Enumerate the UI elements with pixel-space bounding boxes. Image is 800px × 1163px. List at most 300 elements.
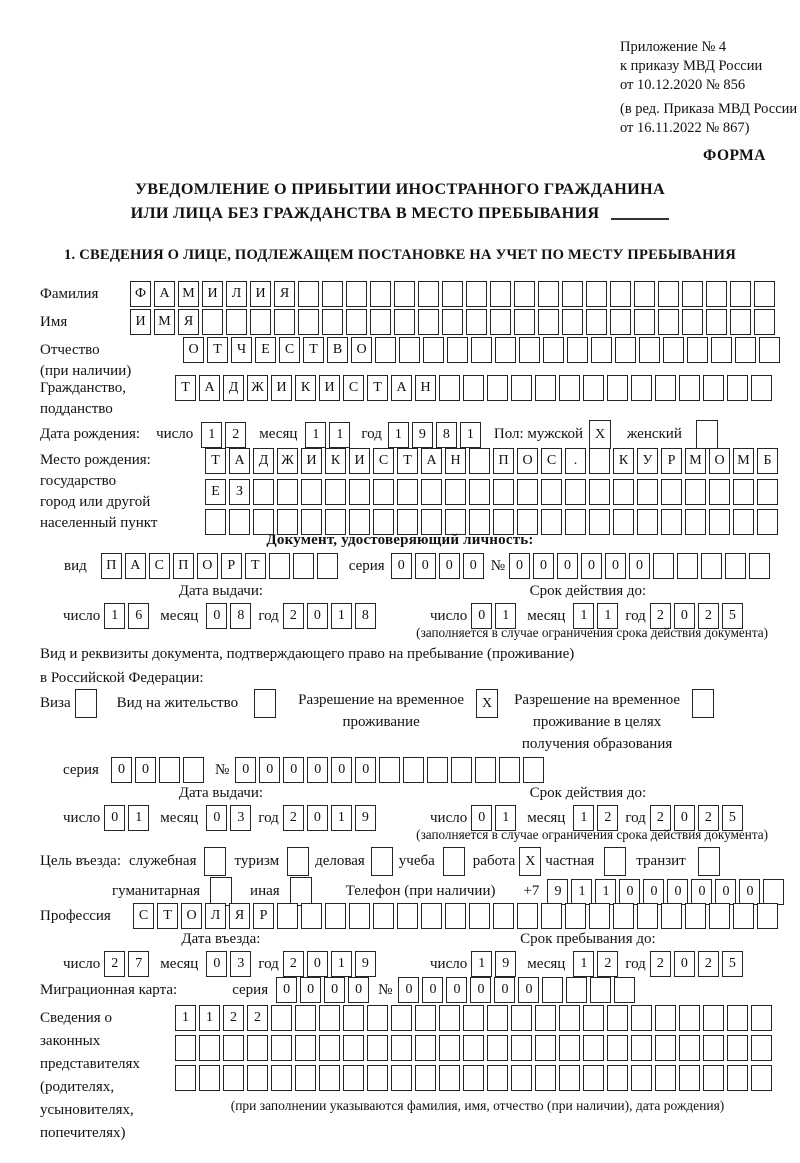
char-box[interactable] <box>319 1005 340 1031</box>
char-box[interactable] <box>295 1065 316 1091</box>
char-box[interactable] <box>631 1005 652 1031</box>
char-box[interactable] <box>469 479 490 505</box>
char-box[interactable] <box>415 1005 436 1031</box>
char-box[interactable]: Т <box>397 448 418 474</box>
char-box[interactable] <box>247 1035 268 1061</box>
char-box[interactable]: 1 <box>175 1005 196 1031</box>
char-box[interactable] <box>763 879 784 905</box>
char-box[interactable]: П <box>493 448 514 474</box>
char-box[interactable]: 0 <box>667 879 688 905</box>
char-box[interactable] <box>499 757 520 783</box>
char-box[interactable]: Л <box>226 281 247 307</box>
char-box[interactable] <box>613 903 634 929</box>
char-box[interactable]: 8 <box>436 422 457 448</box>
char-box[interactable] <box>322 309 343 335</box>
char-box[interactable] <box>373 903 394 929</box>
char-box[interactable]: Т <box>175 375 196 401</box>
char-box[interactable]: 0 <box>206 805 227 831</box>
char-box[interactable]: А <box>391 375 412 401</box>
char-box[interactable]: Т <box>157 903 178 929</box>
char-box[interactable]: 1 <box>460 422 481 448</box>
char-box[interactable]: 5 <box>722 805 743 831</box>
char-box[interactable] <box>202 309 223 335</box>
char-box[interactable] <box>274 309 295 335</box>
char-box[interactable] <box>421 903 442 929</box>
char-box[interactable]: 0 <box>276 977 297 1003</box>
char-box[interactable] <box>727 1005 748 1031</box>
char-box[interactable] <box>442 281 463 307</box>
char-box[interactable]: 0 <box>307 603 328 629</box>
char-box[interactable] <box>706 281 727 307</box>
char-box[interactable] <box>631 1065 652 1091</box>
char-box[interactable]: Е <box>255 337 276 363</box>
char-box[interactable] <box>223 1035 244 1061</box>
checkbox[interactable]: X <box>476 689 498 718</box>
char-box[interactable] <box>322 281 343 307</box>
char-box[interactable] <box>301 903 322 929</box>
char-box[interactable] <box>615 337 636 363</box>
char-box[interactable] <box>658 309 679 335</box>
char-box[interactable] <box>415 1035 436 1061</box>
char-box[interactable]: Б <box>757 448 778 474</box>
char-box[interactable]: 1 <box>571 879 592 905</box>
char-box[interactable] <box>445 903 466 929</box>
char-box[interactable]: 9 <box>355 951 376 977</box>
char-box[interactable] <box>421 479 442 505</box>
char-box[interactable] <box>703 1005 724 1031</box>
char-box[interactable] <box>349 903 370 929</box>
char-box[interactable] <box>271 1065 292 1091</box>
char-box[interactable]: И <box>202 281 223 307</box>
char-box[interactable]: С <box>373 448 394 474</box>
char-box[interactable]: 9 <box>495 951 516 977</box>
char-box[interactable] <box>370 309 391 335</box>
char-box[interactable]: З <box>229 479 250 505</box>
checkbox[interactable] <box>692 689 714 718</box>
char-box[interactable]: 0 <box>494 977 515 1003</box>
char-box[interactable]: 0 <box>206 603 227 629</box>
checkbox[interactable] <box>287 847 309 876</box>
char-box[interactable]: Е <box>205 479 226 505</box>
char-box[interactable]: О <box>183 337 204 363</box>
char-box[interactable]: 0 <box>533 553 554 579</box>
checkbox[interactable] <box>204 847 226 876</box>
char-box[interactable]: И <box>319 375 340 401</box>
char-box[interactable] <box>319 1035 340 1061</box>
char-box[interactable] <box>469 448 490 474</box>
char-box[interactable]: К <box>295 375 316 401</box>
char-box[interactable]: Т <box>367 375 388 401</box>
char-box[interactable] <box>653 553 674 579</box>
char-box[interactable] <box>511 375 532 401</box>
char-box[interactable]: 1 <box>495 805 516 831</box>
char-box[interactable] <box>394 281 415 307</box>
char-box[interactable]: 2 <box>698 805 719 831</box>
char-box[interactable]: 2 <box>283 951 304 977</box>
char-box[interactable]: 0 <box>446 977 467 1003</box>
char-box[interactable]: 0 <box>104 805 125 831</box>
char-box[interactable] <box>415 1065 436 1091</box>
char-box[interactable]: 0 <box>300 977 321 1003</box>
char-box[interactable]: О <box>709 448 730 474</box>
char-box[interactable]: 0 <box>739 879 760 905</box>
char-box[interactable] <box>538 309 559 335</box>
char-box[interactable]: 0 <box>307 951 328 977</box>
char-box[interactable] <box>655 1065 676 1091</box>
char-box[interactable] <box>295 1035 316 1061</box>
char-box[interactable]: 1 <box>331 603 352 629</box>
char-box[interactable] <box>591 337 612 363</box>
char-box[interactable] <box>175 1035 196 1061</box>
char-box[interactable]: 0 <box>111 757 132 783</box>
char-box[interactable]: 1 <box>495 603 516 629</box>
char-box[interactable]: 8 <box>355 603 376 629</box>
char-box[interactable]: Н <box>445 448 466 474</box>
char-box[interactable]: 1 <box>331 951 352 977</box>
char-box[interactable] <box>685 903 706 929</box>
char-box[interactable] <box>589 448 610 474</box>
char-box[interactable] <box>589 903 610 929</box>
char-box[interactable]: 2 <box>698 603 719 629</box>
char-box[interactable] <box>250 309 271 335</box>
char-box[interactable]: 0 <box>674 603 695 629</box>
char-box[interactable]: 1 <box>597 603 618 629</box>
checkbox[interactable] <box>443 847 465 876</box>
char-box[interactable]: 6 <box>128 603 149 629</box>
char-box[interactable] <box>463 1035 484 1061</box>
char-box[interactable] <box>754 281 775 307</box>
char-box[interactable] <box>271 1035 292 1061</box>
char-box[interactable] <box>727 1065 748 1091</box>
char-box[interactable] <box>463 375 484 401</box>
char-box[interactable] <box>586 281 607 307</box>
char-box[interactable]: 2 <box>223 1005 244 1031</box>
char-box[interactable]: 1 <box>199 1005 220 1031</box>
char-box[interactable]: 0 <box>674 805 695 831</box>
char-box[interactable] <box>541 479 562 505</box>
char-box[interactable] <box>253 479 274 505</box>
char-box[interactable]: 1 <box>329 422 350 448</box>
char-box[interactable] <box>375 337 396 363</box>
char-box[interactable] <box>634 281 655 307</box>
char-box[interactable]: 9 <box>412 422 433 448</box>
char-box[interactable]: М <box>154 309 175 335</box>
char-box[interactable] <box>661 903 682 929</box>
char-box[interactable]: 0 <box>715 879 736 905</box>
char-box[interactable] <box>751 1065 772 1091</box>
char-box[interactable] <box>535 1065 556 1091</box>
char-box[interactable]: М <box>178 281 199 307</box>
char-box[interactable] <box>269 553 290 579</box>
char-box[interactable]: 2 <box>650 805 671 831</box>
char-box[interactable] <box>418 281 439 307</box>
char-box[interactable] <box>397 479 418 505</box>
char-box[interactable]: 5 <box>722 951 743 977</box>
char-box[interactable] <box>343 1005 364 1031</box>
char-box[interactable] <box>535 375 556 401</box>
char-box[interactable] <box>466 281 487 307</box>
char-box[interactable] <box>607 375 628 401</box>
char-box[interactable]: Т <box>245 553 266 579</box>
char-box[interactable] <box>346 281 367 307</box>
char-box[interactable]: У <box>637 448 658 474</box>
char-box[interactable] <box>727 375 748 401</box>
char-box[interactable] <box>346 309 367 335</box>
char-box[interactable]: Ж <box>247 375 268 401</box>
char-box[interactable] <box>757 903 778 929</box>
char-box[interactable] <box>559 375 580 401</box>
char-box[interactable] <box>733 903 754 929</box>
char-box[interactable] <box>370 281 391 307</box>
char-box[interactable]: С <box>279 337 300 363</box>
char-box[interactable] <box>679 1005 700 1031</box>
char-box[interactable] <box>733 479 754 505</box>
char-box[interactable] <box>487 1065 508 1091</box>
char-box[interactable]: 1 <box>573 805 594 831</box>
char-box[interactable] <box>655 375 676 401</box>
char-box[interactable]: 0 <box>206 951 227 977</box>
char-box[interactable]: 0 <box>391 553 412 579</box>
char-box[interactable] <box>367 1065 388 1091</box>
char-box[interactable]: Т <box>303 337 324 363</box>
char-box[interactable] <box>637 903 658 929</box>
char-box[interactable] <box>490 309 511 335</box>
char-box[interactable] <box>759 337 780 363</box>
char-box[interactable]: 8 <box>230 603 251 629</box>
char-box[interactable]: 9 <box>547 879 568 905</box>
char-box[interactable]: Ч <box>231 337 252 363</box>
char-box[interactable] <box>487 1005 508 1031</box>
char-box[interactable] <box>493 903 514 929</box>
char-box[interactable]: К <box>613 448 634 474</box>
char-box[interactable]: 1 <box>128 805 149 831</box>
char-box[interactable]: 0 <box>619 879 640 905</box>
char-box[interactable]: О <box>351 337 372 363</box>
char-box[interactable]: И <box>301 448 322 474</box>
char-box[interactable] <box>451 757 472 783</box>
char-box[interactable] <box>535 1035 556 1061</box>
char-box[interactable] <box>639 337 660 363</box>
char-box[interactable] <box>583 1065 604 1091</box>
char-box[interactable] <box>175 1065 196 1091</box>
char-box[interactable] <box>223 1065 244 1091</box>
checkbox[interactable] <box>210 877 232 906</box>
char-box[interactable] <box>517 479 538 505</box>
char-box[interactable]: А <box>421 448 442 474</box>
char-box[interactable] <box>159 757 180 783</box>
char-box[interactable] <box>442 309 463 335</box>
char-box[interactable] <box>754 309 775 335</box>
char-box[interactable]: 5 <box>722 603 743 629</box>
char-box[interactable] <box>183 757 204 783</box>
char-box[interactable] <box>325 903 346 929</box>
checkbox[interactable] <box>696 420 718 449</box>
char-box[interactable]: 0 <box>331 757 352 783</box>
char-box[interactable] <box>661 479 682 505</box>
char-box[interactable]: 0 <box>509 553 530 579</box>
char-box[interactable]: 0 <box>643 879 664 905</box>
char-box[interactable]: 0 <box>398 977 419 1003</box>
char-box[interactable] <box>725 553 746 579</box>
char-box[interactable]: Я <box>178 309 199 335</box>
char-box[interactable]: Я <box>229 903 250 929</box>
char-box[interactable]: 0 <box>471 805 492 831</box>
char-box[interactable]: М <box>685 448 706 474</box>
checkbox[interactable]: X <box>589 420 611 449</box>
char-box[interactable]: О <box>517 448 538 474</box>
char-box[interactable] <box>658 281 679 307</box>
char-box[interactable] <box>607 1065 628 1091</box>
char-box[interactable]: И <box>349 448 370 474</box>
char-box[interactable] <box>655 1005 676 1031</box>
char-box[interactable] <box>589 479 610 505</box>
char-box[interactable] <box>709 479 730 505</box>
char-box[interactable] <box>487 375 508 401</box>
char-box[interactable] <box>586 309 607 335</box>
char-box[interactable] <box>317 553 338 579</box>
char-box[interactable] <box>610 281 631 307</box>
char-box[interactable]: Р <box>661 448 682 474</box>
char-box[interactable]: 0 <box>348 977 369 1003</box>
char-box[interactable] <box>247 1065 268 1091</box>
char-box[interactable]: 0 <box>605 553 626 579</box>
char-box[interactable] <box>751 1035 772 1061</box>
char-box[interactable]: 1 <box>331 805 352 831</box>
char-box[interactable]: 2 <box>597 951 618 977</box>
char-box[interactable] <box>199 1065 220 1091</box>
char-box[interactable] <box>199 1035 220 1061</box>
char-box[interactable] <box>487 1035 508 1061</box>
char-box[interactable] <box>463 1065 484 1091</box>
char-box[interactable] <box>391 1005 412 1031</box>
char-box[interactable]: С <box>149 553 170 579</box>
char-box[interactable] <box>319 1065 340 1091</box>
char-box[interactable] <box>493 479 514 505</box>
char-box[interactable]: 2 <box>283 805 304 831</box>
char-box[interactable] <box>511 1005 532 1031</box>
char-box[interactable] <box>523 757 544 783</box>
char-box[interactable] <box>709 903 730 929</box>
char-box[interactable]: П <box>173 553 194 579</box>
char-box[interactable]: А <box>154 281 175 307</box>
char-box[interactable]: 2 <box>283 603 304 629</box>
char-box[interactable]: 2 <box>650 603 671 629</box>
char-box[interactable] <box>463 1005 484 1031</box>
char-box[interactable] <box>367 1035 388 1061</box>
char-box[interactable]: Т <box>205 448 226 474</box>
char-box[interactable] <box>301 479 322 505</box>
char-box[interactable] <box>583 375 604 401</box>
char-box[interactable] <box>514 281 535 307</box>
char-box[interactable] <box>706 309 727 335</box>
char-box[interactable]: Л <box>205 903 226 929</box>
char-box[interactable] <box>439 375 460 401</box>
char-box[interactable] <box>562 309 583 335</box>
char-box[interactable]: Р <box>221 553 242 579</box>
char-box[interactable] <box>514 309 535 335</box>
char-box[interactable] <box>566 977 587 1003</box>
char-box[interactable] <box>538 281 559 307</box>
char-box[interactable]: 2 <box>104 951 125 977</box>
char-box[interactable] <box>679 375 700 401</box>
char-box[interactable]: 0 <box>439 553 460 579</box>
char-box[interactable] <box>562 281 583 307</box>
char-box[interactable] <box>634 309 655 335</box>
char-box[interactable] <box>293 553 314 579</box>
char-box[interactable] <box>607 1035 628 1061</box>
char-box[interactable]: 1 <box>104 603 125 629</box>
char-box[interactable] <box>685 479 706 505</box>
char-box[interactable] <box>663 337 684 363</box>
char-box[interactable]: 0 <box>307 805 328 831</box>
char-box[interactable] <box>701 553 722 579</box>
char-box[interactable] <box>471 337 492 363</box>
char-box[interactable] <box>541 903 562 929</box>
char-box[interactable] <box>511 1035 532 1061</box>
char-box[interactable] <box>343 1035 364 1061</box>
char-box[interactable]: 0 <box>283 757 304 783</box>
char-box[interactable] <box>610 309 631 335</box>
char-box[interactable]: 3 <box>230 805 251 831</box>
checkbox[interactable] <box>75 689 97 718</box>
char-box[interactable] <box>703 1035 724 1061</box>
char-box[interactable]: 1 <box>573 951 594 977</box>
char-box[interactable] <box>655 1035 676 1061</box>
char-box[interactable]: 0 <box>691 879 712 905</box>
char-box[interactable] <box>703 1065 724 1091</box>
char-box[interactable] <box>590 977 611 1003</box>
char-box[interactable] <box>271 1005 292 1031</box>
char-box[interactable] <box>607 1005 628 1031</box>
char-box[interactable]: В <box>327 337 348 363</box>
char-box[interactable]: 0 <box>235 757 256 783</box>
char-box[interactable] <box>682 281 703 307</box>
char-box[interactable]: 1 <box>201 422 222 448</box>
char-box[interactable] <box>394 309 415 335</box>
char-box[interactable] <box>439 1065 460 1091</box>
char-box[interactable]: 1 <box>388 422 409 448</box>
char-box[interactable] <box>637 479 658 505</box>
char-box[interactable]: 0 <box>674 951 695 977</box>
char-box[interactable]: Ж <box>277 448 298 474</box>
char-box[interactable] <box>542 977 563 1003</box>
char-box[interactable]: С <box>541 448 562 474</box>
char-box[interactable] <box>469 903 490 929</box>
char-box[interactable]: И <box>250 281 271 307</box>
char-box[interactable]: П <box>101 553 122 579</box>
char-box[interactable] <box>565 903 586 929</box>
char-box[interactable] <box>730 309 751 335</box>
char-box[interactable]: 2 <box>597 805 618 831</box>
char-box[interactable] <box>679 1065 700 1091</box>
char-box[interactable]: О <box>197 553 218 579</box>
char-box[interactable] <box>391 1065 412 1091</box>
char-box[interactable]: 0 <box>518 977 539 1003</box>
char-box[interactable] <box>277 903 298 929</box>
char-box[interactable] <box>466 309 487 335</box>
char-box[interactable]: Д <box>223 375 244 401</box>
char-box[interactable]: М <box>733 448 754 474</box>
char-box[interactable]: И <box>271 375 292 401</box>
char-box[interactable] <box>749 553 770 579</box>
char-box[interactable] <box>403 757 424 783</box>
char-box[interactable]: 1 <box>471 951 492 977</box>
char-box[interactable]: 0 <box>557 553 578 579</box>
checkbox[interactable] <box>698 847 720 876</box>
char-box[interactable]: 0 <box>581 553 602 579</box>
char-box[interactable] <box>631 375 652 401</box>
char-box[interactable] <box>679 1035 700 1061</box>
